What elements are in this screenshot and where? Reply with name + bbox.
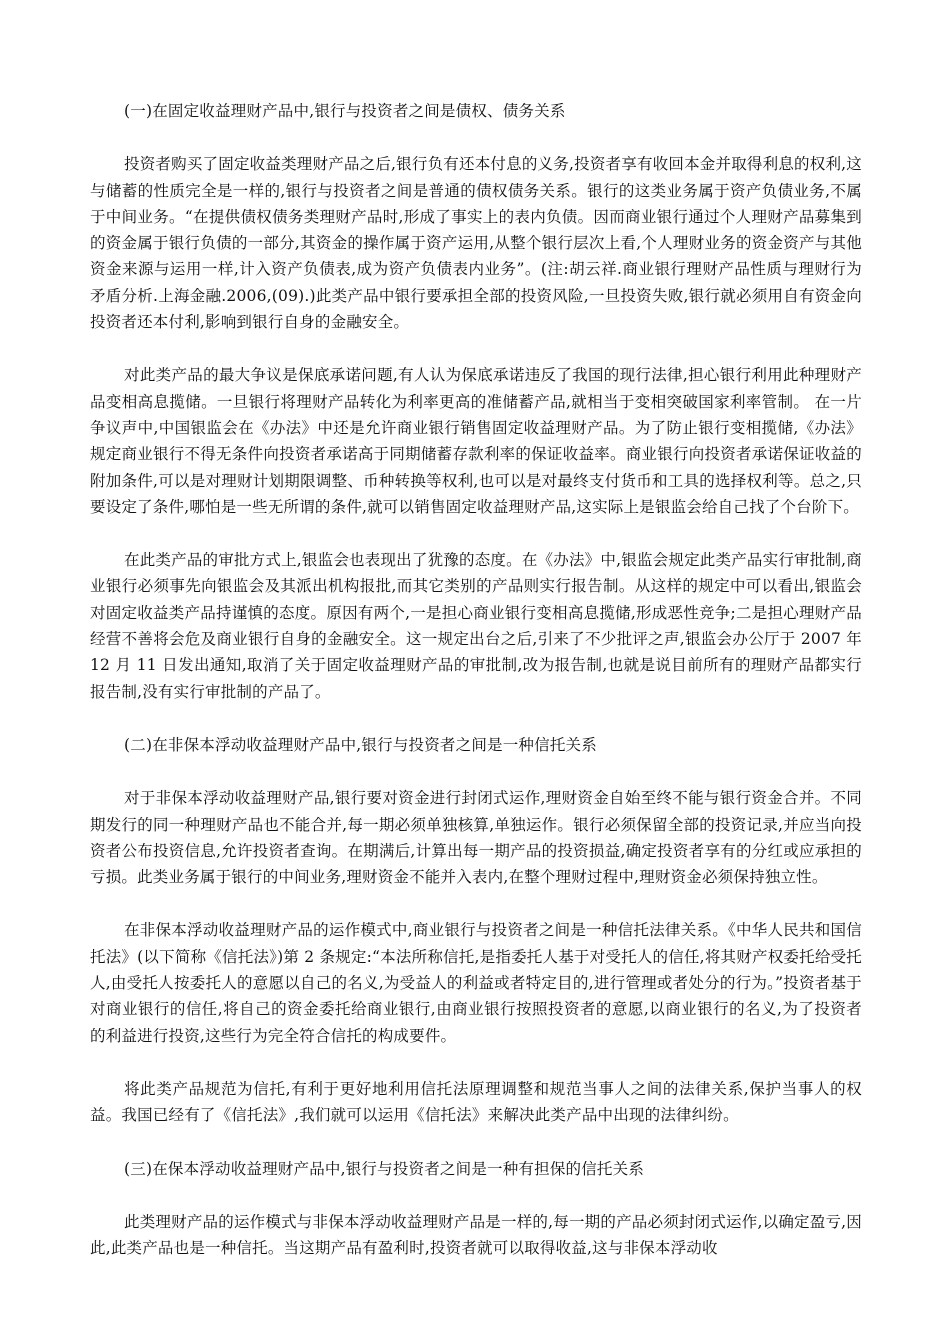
paragraph: 将此类产品规范为信托,有利于更好地利用信托法原理调整和规范当事人之间的法律关系,保护当事人的权益。我国已经有了《信托法》,我们就可以运用《信托法》来解决此类产品中出现的法律纠纷。 (90, 1079, 862, 1125)
section-3 (90, 1156, 862, 1262)
paragraph: 在此类产品的审批方式上,银监会也表现出了犹豫的态度。在《办法》中,银监会规定此类产品实行审批制,商业银行必须事先向银监会及其派出机构报批,而其它类别的产品则实行报告制。从这样的规定中可以看出,银监会对固定收益类产品持谨慎的态度。原因有两个,一是担心商业银行变相高息揽储,形成恶性竞争;二是担心理财产品经营不善将会危及商业银行自身的金融安全。这一规定出台之后,引来了不少批评之声,银监会办公厅于 2007 年 12 月 11 日发出通知,取消了关于固定收益理财产品的审批制,改为报告制,也就是说目前所有的理财产品都实行报告制,没有实行审批制的产品了。 (90, 551, 862, 701)
paragraph: 对于非保本浮动收益理财产品,银行要对资金进行封闭式运作,理财资金自始至终不能与银行资金合并。不同期发行的同一种理财产品也不能合并,每一期必须单独核算,单独运作。银行必须保留全部的投资记录,并应当向投资者公布投资信息,允许投资者查询。在期满后,计算出每一期产品的投资损益,确定投资者享有的分红或应承担的亏损。此类业务属于银行的中间业务,理财资金不能并入表内,在整个理财过程中,理财资金必须保持独立性。 (90, 789, 862, 887)
section-2 (90, 732, 862, 1129)
paragraph: 在非保本浮动收益理财产品的运作模式中,商业银行与投资者之间是一种信托法律关系。《中华人民共和国信托法》(以下简称《信托法》)第 2 条规定:“本法所称信托,是指委托人基于对受托人的信任,将其财产权委托给受托人,由受托人按委托人的意愿以自己的名义,为受益人的利益或者特定目的,进行管理或者处分的行为。”投资者基于对商业银行的信任,将自己的资金委托给商业银行,由商业银行按照投资者的意愿,以商业银行的名义,为了投资者的利益进行投资,这些行为完全符合信托的构成要件。 (90, 921, 862, 1045)
section-heading: (三)在保本浮动收益理财产品中,银行与投资者之间是一种有担保的信托关系 (124, 1159, 645, 1178)
section-1 (90, 98, 862, 705)
paragraph: 投资者购买了固定收益类理财产品之后,银行负有还本付息的义务,投资者享有收回本金并取得利息的权利,这与储蓄的性质完全是一样的,银行与投资者之间是普通的债权债务关系。银行的这类业务属于资产负债业务,不属于中间业务。“在提供债权债务类理财产品时,形成了事实上的表内负债。因而商业银行通过个人理财产品募集到的资金属于银行负债的一部分,其资金的操作属于资产运用,从整个银行层次上看,个人理财业务的资金资产与其他资金来源与运用一样,计入资产负债表,成为资产负债表内业务”。(注:胡云祥.商业银行理财产品性质与理财行为矛盾分析.上海金融.2006,(09).)此类产品中银行要承担全部的投资风险,一旦投资失败,银行就必须用自有资金向投资者还本付利,影响到银行自身的金融安全。 (90, 155, 862, 332)
section-heading: (二)在非保本浮动收益理财产品中,银行与投资者之间是一种信托关系 (124, 735, 597, 754)
paragraph: 此类理财产品的运作模式与非保本浮动收益理财产品是一样的,每一期的产品必须封闭式运作,以确定盈亏,因此,此类产品也是一种信托。当这期产品有盈利时,投资者就可以取得收益,这与非保本浮动收 (90, 1212, 862, 1258)
section-heading: (一)在固定收益理财产品中,银行与投资者之间是债权、债务关系 (124, 102, 566, 120)
paragraph: 对此类产品的最大争议是保底承诺问题,有人认为保底承诺违反了我国的现行法律,担心银行利用此种理财产品变相高息揽储。一旦银行将理财产品转化为利率更高的准储蓄产品,就相当于变相突破国家利率管制。 在一片争议声中,中国银监会在《办法》中还是允许商业银行销售固定收益理财产品。为了防止银行变相揽储,《办法》规定商业银行不得无条件向投资者承诺高于同期储蓄存款利率的保证收益率。商业银行向投资者承诺保证收益的附加条件,可以是对理财计划期限调整、币种转换等权利,也可以是对最终支付货币和工具的选择权利等。总之,只要设定了条件,哪怕是一些无所谓的条件,就可以销售固定收益理财产品,这实际上是银监会给自己找了个台阶下。 (90, 366, 862, 516)
